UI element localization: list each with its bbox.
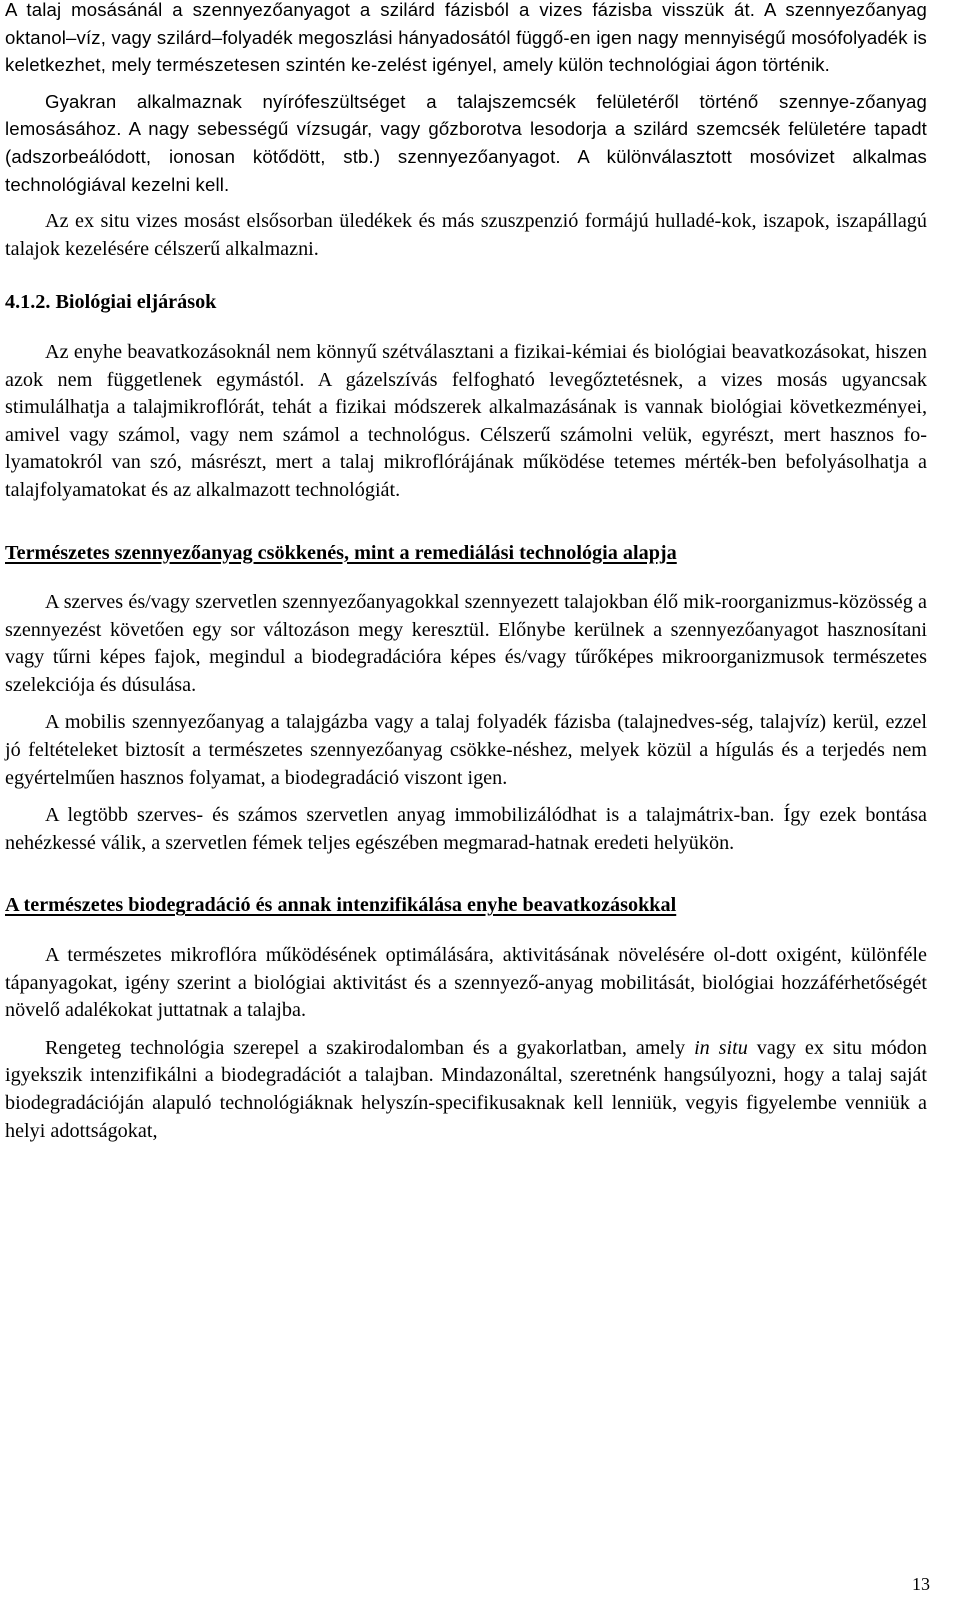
paragraph-microbial-community: A szerves és/vagy szervetlen szennyezőanyagokkal szennyezett talajokban élő mik-roorganizmus-közösség a szennyezést követően egy sor változáson megy keresztül. Előnybe kerülnek a szennyezőanyagot hasznosítani vagy tűrni képes fajok, megindul a biodegradációra képes és/vagy tűrőképes mikroorganizmusok természetes szelekciója és dúsulása. [5,591,927,696]
paragraph-immobilization: A legtöbb szerves- és számos szervetlen anyag immobilizálódhat is a talajmátrix-ban. Így ezek bontása nehézkessé válik, a szervetlen fémek teljes egészében megmarad-hatnak eredeti helyükön. [5,804,927,854]
technologies-text-end: vagy ex situ módon igyekszik intenzifikálni a biodegradációt a talajban. Mindazonáltal, szeretnénk hangsúlyozni, hogy a talaj saját biodegradációján alapuló technológiáknak helyszín-specifikusaknak kell lenniük, vegyis figyelembe venniük a helyi adottságokat, [5,1036,927,1142]
paragraph-shear-stress: Gyakran alkalmaznak nyírófeszültséget a talajszemcsék felületéről történő szennye-zőanyag lemosásához. A nagy sebességű vízsugár, vagy gőzborotva lesodorja a szilárd szemcsék felületére tapadt (adszorbeálódott, ionosan kötődött, stb.) szennyezőanyagot. A különválasztott mosóvizet alkalmas technológiával kezelni kell. [5,90,927,195]
paragraph-ex-situ-washing: Az ex situ vizes mosást elsősorban üledékek és más szuszpenzió formájú hulladé-kok, iszapok, iszapállagú talajok kezelésére célszerű alkalmazni. [5,210,927,260]
in-situ-term: in situ [694,1036,748,1059]
page-content [5,0,927,1145]
section-heading-biological-methods: 4.1.2. Biológiai eljárások [5,291,217,314]
paragraph-soil-washing: A talaj mosásánál a szennyezőanyagot a szilárd fázisból a vizes fázisba visszük át. A szennyezőanyag oktanol–víz, vagy szilárd–folyadék megoszlási hányadosától függő-en igen nagy mennyiségű mosófolyadék is keletkezhet, mely természetesen szintén ke-zelést igényel, amely külön technológiai ágon történik. [5,0,927,76]
paragraph-technologies [5,1035,927,1145]
subheading-natural-biodegradation: A természetes biodegradáció és annak intenzifikálása enyhe beavatkozásokkal [5,894,677,917]
subheading-natural-attenuation: Természetes szennyezőanyag csökkenés, mint a remediálási technológia alapja [5,541,677,564]
paragraph-mobile-contaminant: A mobilis szennyezőanyag a talajgázba vagy a talaj folyadék fázisba (talajnedves-ség, talajvíz) kerül, ezzel jó feltételeket biztosít a természetes szennyezőanyag csökke-néshez, melyek közül a hígulás és a terjedés nem egyértelműen hasznos folyamat, a biodegradáció viszont igen. [5,711,927,789]
paragraph-mild-interventions: Az enyhe beavatkozásoknál nem könnyű szétválasztani a fizikai-kémiai és biológiai beavatkozásokat, hiszen azok nem függetlenek egymástól. A gázelszívás felfogható levegőztetésnek, a vizes mosás ugyancsak stimulálhatja a talajmikroflórát, tehát a fizikai módszerek alkalmazásának is vannak biológiai következményei, amivel vagy számol, vagy nem számol a technológus. Célszerű számolni velük, egyrészt, mert hasznos fo-lyamatokról van szó, másrészt, mert a talaj mikroflórájának működése tetemes mérték-ben befolyásolhatja a talajfolyamatokat és az alkalmazott technológiát. [5,340,927,501]
technologies-text-start: Rengeteg technológia szerepel a szakirodalomban és a gyakorlatban, amely [45,1036,695,1059]
paragraph-microflora-optimization: A természetes mikroflóra működésének optimálására, aktivitásának növelésére ol-dott oxigént, különféle tápanyagokat, igény szerint a biológiai aktivitást és a szennyező-anyag mobilitását, biológiai hozzáférhetőségét növelő adalékokat juttatnak a talajba. [5,944,927,1022]
page-number: 13 [912,1574,930,1594]
